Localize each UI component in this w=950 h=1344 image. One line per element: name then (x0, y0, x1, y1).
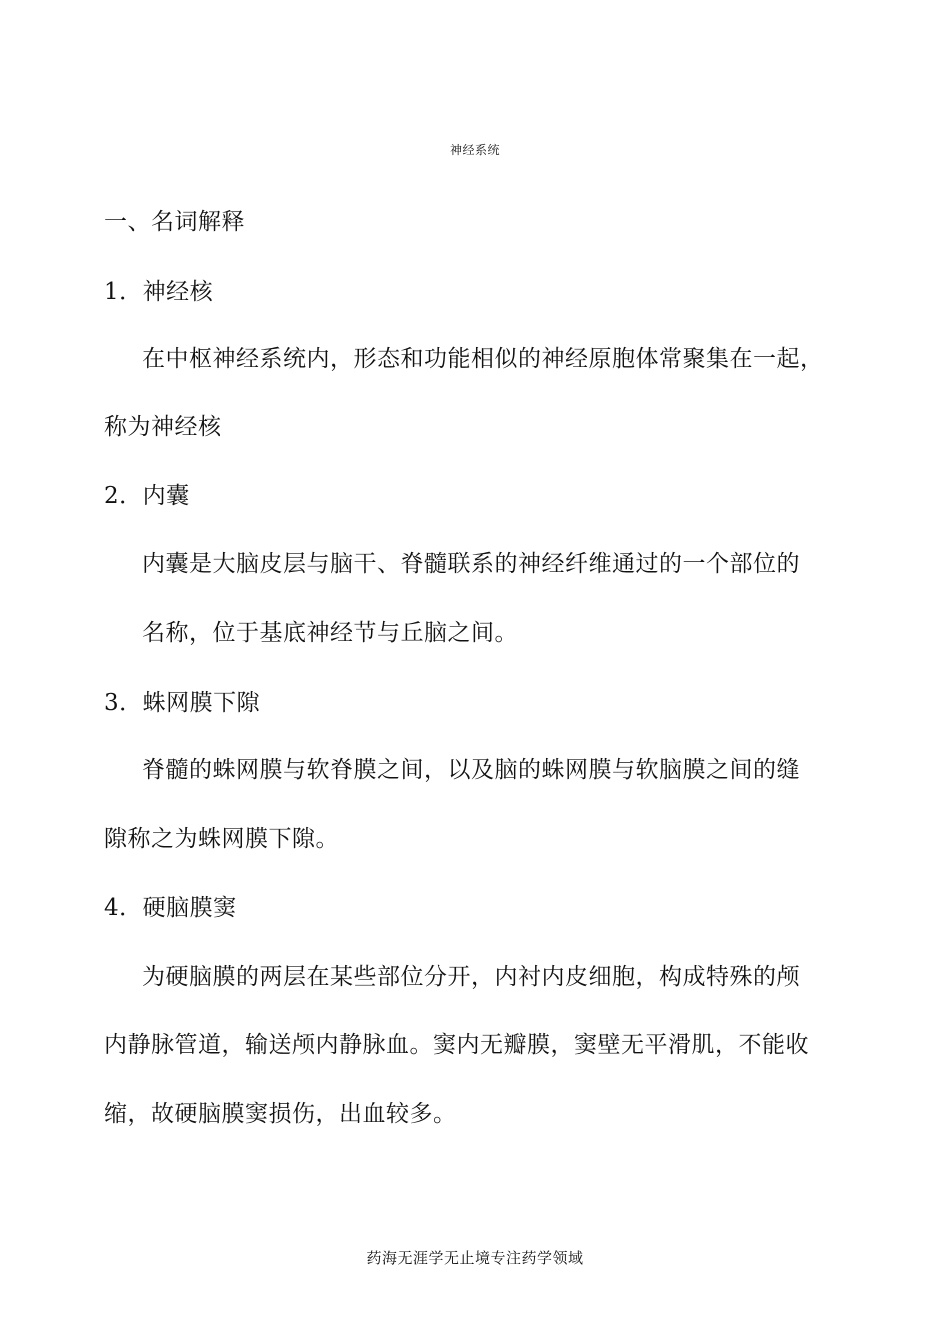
term-text-4-line-1: 为硬脑膜的两层在某些部位分开，内衬内皮细胞，构成特殊的颅 (142, 964, 800, 990)
term-text-1-line-1: 在中枢神经系统内，形态和功能相似的神经原胞体常聚集在一起， (142, 346, 824, 372)
term-heading-3: 3．蛛网膜下隙 (104, 690, 261, 716)
term-text-2-line-1: 内囊是大脑皮层与脑干、脊髓联系的神经纤维通过的一个部位的 (142, 551, 800, 577)
page-footer: 药海无涯学无止境专注药学领域 (366, 1249, 584, 1267)
term-text-4-line-2: 内静脉管道，输送颅内静脉血。窦内无瓣膜，窦壁无平滑肌，不能收 (104, 1032, 809, 1058)
term-text-1-line-2: 称为神经核 (104, 414, 222, 440)
term-text-3-line-1: 脊髓的蛛网膜与软脊膜之间，以及脑的蛛网膜与软脑膜之间的缝 (142, 757, 800, 783)
term-text-3-line-2: 隙称之为蛛网膜下隙。 (104, 826, 339, 852)
term-heading-2: 2．内囊 (104, 483, 190, 509)
term-text-4-line-3: 缩，故硬脑膜窦损伤，出血较多。 (104, 1101, 457, 1127)
document-title: 神经系统 (449, 143, 500, 157)
term-text-2-line-2: 名称，位于基底神经节与丘脑之间。 (142, 620, 518, 646)
term-heading-4: 4．硬脑膜窦 (104, 895, 237, 921)
section-heading: 一、名词解释 (104, 209, 245, 235)
term-heading-1: 1．神经核 (104, 279, 214, 305)
